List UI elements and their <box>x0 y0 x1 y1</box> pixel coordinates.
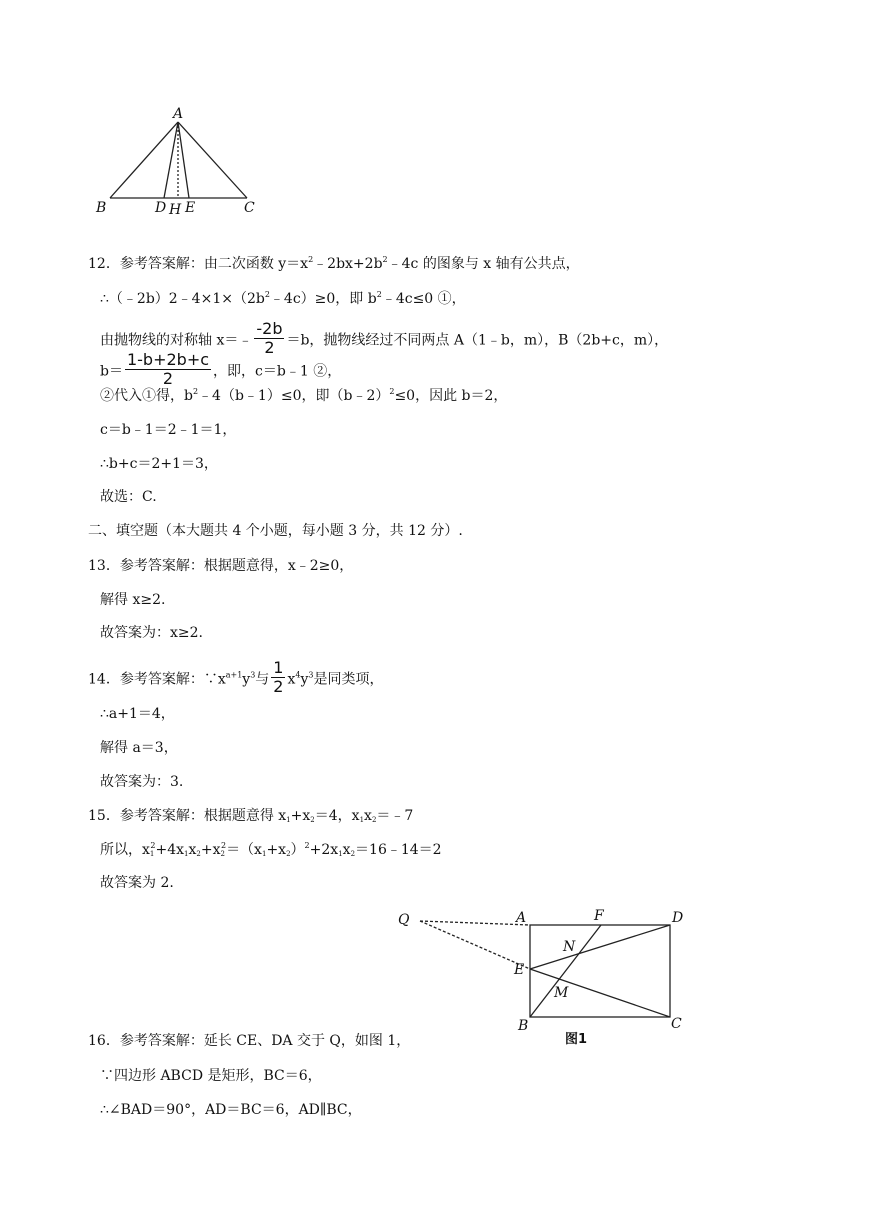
segment-ed <box>530 925 670 969</box>
label-h: H <box>169 202 182 218</box>
q16-line-3: ∴∠BAD＝90°，AD＝BC＝6，AD∥BC， <box>100 1102 362 1118</box>
label-d: D <box>155 200 167 216</box>
q15-line-3: 故答案为 2. <box>100 875 174 891</box>
q15-line-2: 所以，$x_1^2+4x_1x_2+x_2^2=(x_1+x_2)^2+2x_1x_2=16﹣14=2$ <box>100 841 442 858</box>
label-e: E <box>185 200 196 216</box>
q12-line-5: ②代入①得，$b^2﹣4(b﹣1)\le 0$，即（b﹣2）$^2$≤0，因此 b＝2， <box>100 387 508 404</box>
q14-line-3: 解得 a＝3， <box>100 740 178 756</box>
label-b: B <box>96 200 107 216</box>
q12-line-4: b＝ $\frac{1-b+2b+c}{2}$ ，即，c＝b﹣1 ②， <box>100 350 342 388</box>
label-b: B <box>518 1018 529 1034</box>
section-2-heading: 二、填空题（本大题共 4 个小题，每小题 3 分，共 12 分）. <box>88 523 463 539</box>
q12-line-6: c＝b﹣1＝2﹣1＝1， <box>100 422 237 438</box>
q16-line-1: 16．参考答案解：延长 CE、DA 交于 Q，如图 1， <box>88 1033 411 1049</box>
label-a: A <box>516 910 527 926</box>
q13-line-3: 故答案为：x≥2. <box>100 625 203 641</box>
q14-line-1: 14．参考答案解：$\because x^{a+1}y^3$与 $\frac{1}{2}$ $x^4y^3$是同类项， <box>88 658 384 696</box>
figure-caption: 图1 <box>565 1032 588 1047</box>
segment-ec <box>530 969 670 1017</box>
q12-line-2: $\therefore(﹣2b)2﹣4\times 1\times(2b^2﹣4c)\ge 0$，即 $b^2﹣4c\le 0$ ①， <box>100 290 466 307</box>
q13-line-2: 解得 x≥2. <box>100 592 166 608</box>
q15-line-1: 15．参考答案解：根据题意得 $x_1+x_2=4$，$x_1x_2=﹣7$ <box>88 808 414 824</box>
segment-ab <box>110 122 178 198</box>
q12-line-3: 由抛物线的对称轴 x＝﹣ $\frac{-2b}{2}$ ＝b，抛物线经过不同两点 A（1﹣b，m），B（2b+c，m）， <box>100 319 669 357</box>
rectangle-figure <box>390 900 700 1052</box>
q14-line-4: 故答案为：3. <box>100 774 184 790</box>
q13-line-1: 13．参考答案解：根据题意得，x﹣2≥0， <box>88 558 354 574</box>
segment-ad <box>164 122 178 198</box>
triangle-figure <box>90 100 270 218</box>
label-a: A <box>173 106 184 122</box>
label-e: E <box>514 962 525 978</box>
rectangle-abcd <box>530 925 670 1017</box>
label-q: Q <box>398 912 410 928</box>
label-d: D <box>672 910 684 926</box>
label-m: M <box>554 985 569 1001</box>
q12-line-7: ∴b+c＝2+1＝3， <box>100 456 218 472</box>
q14-line-2: ∴a+1＝4， <box>100 706 175 722</box>
dashed-qa <box>420 921 530 925</box>
q16-line-2: ∵四边形 ABCD 是矩形，BC＝6， <box>100 1068 322 1084</box>
segment-ae <box>178 122 189 198</box>
segment-ac <box>178 122 247 198</box>
q12-line-8: 故选：C. <box>100 489 157 505</box>
label-c: C <box>244 200 255 216</box>
label-n: N <box>563 939 576 955</box>
label-f: F <box>594 908 604 924</box>
q12-line-1: 12．参考答案解：由二次函数 $y=x^2﹣2bx+2b^2﹣4c$ 的图象与 x 轴有公共点， <box>88 255 580 272</box>
label-c: C <box>671 1016 682 1032</box>
